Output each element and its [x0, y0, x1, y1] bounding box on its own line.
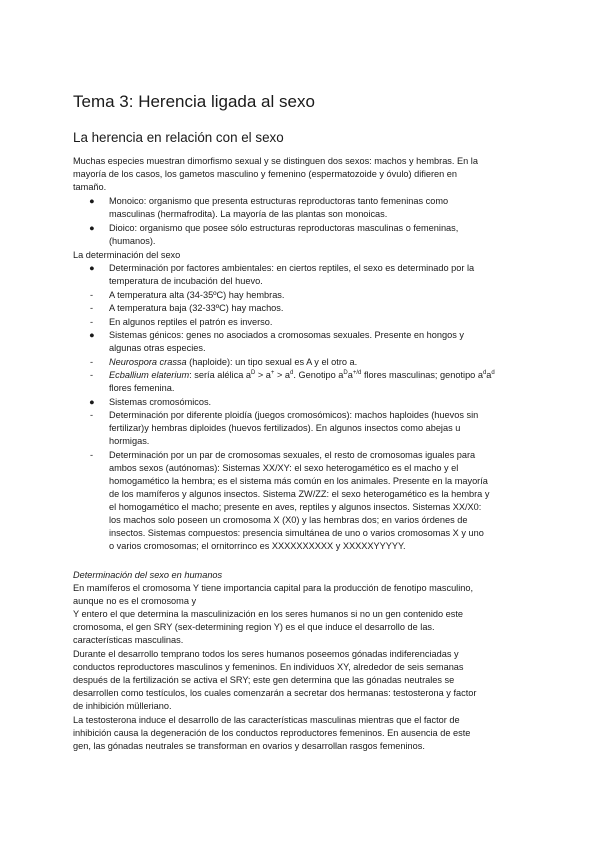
list-item-ecballium: flores femenina.: [109, 383, 175, 393]
ecballium-text: flores masculinas; genotipo a: [361, 370, 483, 380]
species-name: Neurospora crassa: [109, 357, 187, 367]
subheading-determinacion: La determinación del sexo: [73, 250, 181, 260]
list-item-reptiles: En algunos reptiles el patrón es inverso.: [109, 317, 273, 327]
intro-line: Muchas especies muestran dimorfismo sexual y se distinguen dos sexos: machos y hembras. En la: [73, 156, 478, 166]
list-item-temp-baja: A temperatura baja (32-33ºC) hay machos.: [109, 303, 284, 313]
intro-line: tamaño.: [73, 182, 107, 192]
allele-superscript: +: [270, 370, 275, 376]
humanos-line: inhibición causa la degeneración de los conductos reproductores femeninos. En ausencia de este: [73, 728, 471, 738]
humanos-line: En mamíferos el cromosoma Y tiene importancia capital para la producción de fenotipo masculino,: [73, 583, 474, 593]
ecballium-text: a: [347, 370, 353, 380]
humanos-line: aunque no es el cromosoma y: [73, 596, 197, 606]
humanos-line: características masculinas.: [73, 635, 184, 645]
list-item-dioico: (humanos).: [109, 236, 156, 246]
ecballium-text: a: [486, 370, 492, 380]
list-item-par-cromosomas: el homogamético el macho; presente en aves, reptiles y algunos insectos. Sistemas XX/X0:: [109, 502, 482, 512]
list-item-par-cromosomas: homogamético la hembra; es el sistema más común en los animales. Presente en la mayoría: [109, 476, 488, 486]
ecballium-text: > a: [255, 370, 271, 380]
list-item-par-cromosomas: los machos solo poseen un cromosoma X (X0) y las hembras dos; en varios órdenes de: [109, 515, 468, 525]
list-item-temp-alta: A temperatura alta (34-35ºC) hay hembras.: [109, 290, 285, 300]
humanos-line: Durante el desarrollo temprano todos los seres humanos poseemos gónadas indiferenciadas y: [73, 649, 459, 659]
allele-superscript: d: [482, 370, 487, 376]
allele-superscript: d: [491, 370, 495, 376]
list-item-monoico: Monoico: organismo que presenta estructuras reproductoras tanto femeninas como: [109, 196, 449, 206]
allele-superscript: D: [343, 370, 348, 376]
dash-marker: -: [90, 410, 94, 420]
bullet-marker: ●: [89, 397, 95, 407]
list-item-factores: temperatura de incubación del huevo.: [109, 276, 263, 286]
dash-marker: -: [90, 450, 94, 460]
allele-superscript: +/d: [352, 370, 362, 376]
list-item-par-cromosomas: insectos. Sistemas compuestos: presencia simultánea de uno o varios cromosomas X y uno: [109, 528, 484, 538]
list-item-neurospora: [109, 356, 357, 369]
list-item-factores: Determinación por factores ambientales: en ciertos reptiles, el sexo es determinado por la: [109, 263, 475, 273]
section-title: La herencia en relación con el sexo: [73, 130, 284, 145]
list-item-genicos: algunas otras especies.: [109, 343, 206, 353]
list-item-ploidia: hormigas.: [109, 436, 150, 446]
list-item-cromosomicos: Sistemas cromosómicos.: [109, 397, 212, 407]
species-name: Ecballium elaterium: [109, 370, 190, 380]
list-item-monoico: masculinas (hermafrodita). La mayoría de las plantas son monoicas.: [109, 209, 388, 219]
list-item-genicos: Sistemas génicos: genes no asociados a cromosomas sexuales. Presente en hongos y: [109, 330, 464, 340]
list-item-par-cromosomas: Determinación por un par de cromosomas sexuales, el resto de cromosomas iguales para: [109, 450, 476, 460]
humanos-line: La testosterona induce el desarrollo de las características masculinas mientras que el factor de: [73, 715, 460, 725]
list-item-par-cromosomas: de los mamíferos y algunos insectos. Sistema ZW/ZZ: el sexo heterogamético es la hembra y: [109, 489, 490, 499]
humanos-line: gen, las gónadas neutrales se transforman en ovarios y desarrollan rasgos femeninos.: [73, 741, 425, 751]
dash-marker: -: [90, 317, 94, 327]
list-item-ploidia: fertilizar)y hembras diploides (huevos fertilizados). En algunos insectos como abejas u: [109, 423, 461, 433]
bullet-marker: ●: [89, 223, 95, 233]
list-item-par-cromosomas: ambos sexos (autónomas): Sistemas XX/XY: el sexo heterogamético es el macho y el: [109, 463, 459, 473]
humanos-line: cromosoma, el gen SRY (sex-determining region Y) es el que induce el desarrollo de las.: [73, 622, 435, 632]
bullet-marker: ●: [89, 330, 95, 340]
bullet-marker: ●: [89, 263, 95, 273]
allele-superscript: d: [290, 370, 294, 376]
humanos-line: desarrollen como testículos, los cuales comenzarán a secretar dos hermanas: testosterona y factor: [73, 688, 477, 698]
list-item-ecballium: [109, 369, 495, 382]
list-item-ploidia: Determinación por diferente ploidía (juegos cromosómicos): machos haploides (huevos sin: [109, 410, 479, 420]
list-item-par-cromosomas: o varios cromosomas; el ornitorrinco es XXXXXXXXXX y XXXXXYYYYY.: [109, 541, 406, 551]
ecballium-text: > a: [274, 370, 291, 380]
page-title: Tema 3: Herencia ligada al sexo: [73, 92, 315, 111]
humanos-line: después de la fertilización se activa el SRY; este gen determina que las gónadas neutrales se: [73, 675, 455, 685]
subheading-humanos: Determinación del sexo en humanos: [73, 570, 223, 580]
allele-superscript: D: [250, 370, 256, 376]
bullet-marker: ●: [89, 196, 95, 206]
dash-marker: -: [90, 290, 94, 300]
list-item-dioico: Dioico: organismo que posee sólo estructuras reproductoras masculinas o femeninas,: [109, 223, 459, 233]
dash-marker: -: [90, 303, 94, 313]
humanos-line: conductos reproductores masculinos y femeninos. En individuos XY, alrededor de seis semanas: [73, 662, 464, 672]
dash-marker: -: [90, 370, 94, 380]
ecballium-text: . Genotipo a: [293, 370, 344, 380]
humanos-line: de inhibición mülleriano.: [73, 701, 172, 711]
ecballium-text: : sería alélica a: [189, 370, 251, 380]
intro-line: mayoría de los casos, los gametos masculino y femenino (espermatozoide y óvulo) difieren en: [73, 169, 458, 179]
neurospora-text: (haploide): un tipo sexual es A y el otro a.: [186, 357, 358, 367]
humanos-line: Y entero el que determina la masculinización en los seres humanos si no un gen contenido este: [73, 609, 464, 619]
dash-marker: -: [90, 357, 94, 367]
